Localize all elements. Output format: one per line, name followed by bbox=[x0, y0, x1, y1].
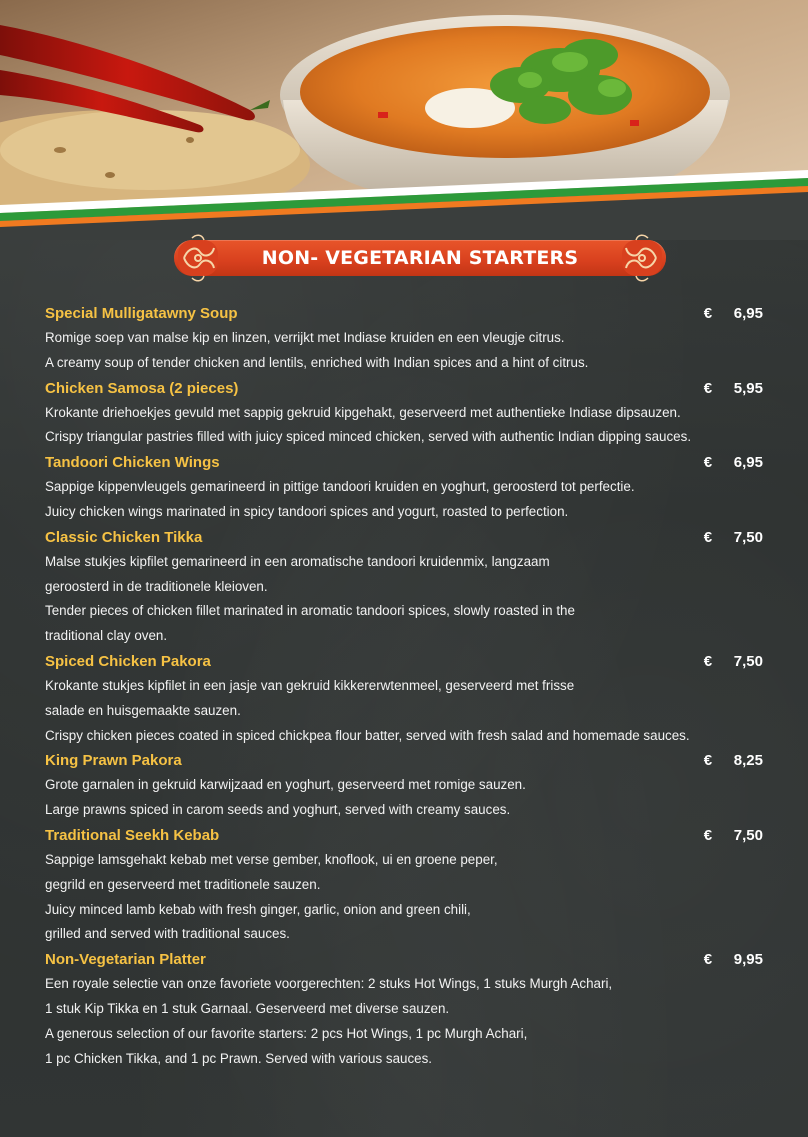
hero-photo bbox=[0, 0, 808, 240]
item-description: Een royale selectie van onze favoriete voorgerechten: 2 stuks Hot Wings, 1 stuks Murgh Achari, bbox=[45, 976, 613, 992]
item-description: geroosterd in de traditionele kleioven. bbox=[45, 578, 268, 594]
section-banner bbox=[174, 236, 666, 280]
item-description: A generous selection of our favorite starters: 2 pcs Hot Wings, 1 pc Murgh Achari, bbox=[45, 1025, 528, 1041]
item-description: Malse stukjes kipfilet gemarineerd in een aromatische tandoori kruidenmix, langzaam bbox=[45, 553, 550, 569]
section-title: NON- VEGETARIAN STARTERS bbox=[261, 247, 579, 269]
item-description: 1 pc Chicken Tikka, and 1 pc Prawn. Served with various sauces. bbox=[45, 1050, 433, 1066]
item-name: Non-Vegetarian Platter bbox=[45, 951, 206, 969]
item-description: Sappige kippenvleugels gemarineerd in pittige tandoori kruiden en yoghurt, geroosterd tot perfectie. bbox=[45, 479, 635, 495]
item-name: Chicken Samosa (2 pieces) bbox=[45, 379, 239, 397]
item-description: Krokante stukjes kipfilet in een jasje van gekruid kikkererwtenmeel, geserveerd met frisse bbox=[45, 677, 575, 693]
item-price: € 7,50 bbox=[703, 652, 763, 670]
menu-list bbox=[45, 301, 767, 1071]
item-description: grilled and served with traditional sauces. bbox=[45, 926, 290, 942]
item-price: € 6,95 bbox=[703, 305, 763, 322]
item-description: A creamy soup of tender chicken and lentils, enriched with Indian spices and a hint of citrus. bbox=[45, 354, 589, 370]
item-price: € 9,95 bbox=[703, 951, 763, 969]
menu-item bbox=[45, 301, 767, 376]
item-description: gegrild en geserveerd met traditionele sauzen. bbox=[45, 876, 321, 892]
item-description: Sappige lamsgehakt kebab met verse gember, knoflook, ui en groene peper, bbox=[45, 851, 498, 867]
item-price: € 8,25 bbox=[703, 752, 763, 770]
menu-item bbox=[45, 947, 767, 1071]
menu-item bbox=[45, 748, 767, 823]
item-description: 1 stuk Kip Tikka en 1 stuk Garnaal. Geserveerd met diverse sauzen. bbox=[45, 1000, 450, 1016]
item-description: Tender pieces of chicken fillet marinated in aromatic tandoori spices, slowly roasted in the bbox=[45, 603, 575, 619]
item-price: € 7,50 bbox=[703, 528, 763, 546]
item-price: € 5,95 bbox=[703, 379, 763, 397]
curry-soup-bowl-photo bbox=[0, 0, 808, 240]
item-name: Traditional Seekh Kebab bbox=[45, 826, 220, 844]
item-name: Tandoori Chicken Wings bbox=[45, 454, 220, 472]
item-description: Juicy minced lamb kebab with fresh ginger, garlic, onion and green chili, bbox=[45, 901, 471, 917]
item-description: traditional clay oven. bbox=[45, 628, 168, 644]
item-description: Krokante driehoekjes gevuld met sappig gekruid kipgehakt, geserveerd met authentieke Indiase dipsauzen. bbox=[45, 404, 681, 420]
menu-item bbox=[45, 376, 767, 451]
menu-item bbox=[45, 649, 767, 748]
item-description: salade en huisgemaakte sauzen. bbox=[45, 702, 241, 718]
menu-item bbox=[45, 525, 767, 649]
item-description: Large prawns spiced in carom seeds and yoghurt, served with creamy sauces. bbox=[45, 802, 511, 818]
item-description: Juicy chicken wings marinated in spicy tandoori spices and yogurt, roasted to perfection. bbox=[45, 503, 569, 519]
ornament-icon bbox=[176, 234, 220, 282]
item-name: Spiced Chicken Pakora bbox=[45, 652, 211, 670]
menu-item bbox=[45, 823, 767, 947]
item-name: Classic Chicken Tikka bbox=[45, 528, 203, 546]
item-description: Crispy chicken pieces coated in spiced chickpea flour batter, served with fresh salad and homemade sauces. bbox=[45, 727, 690, 743]
item-name: King Prawn Pakora bbox=[45, 752, 182, 770]
item-price: € 6,95 bbox=[703, 454, 763, 472]
item-price: € 7,50 bbox=[703, 826, 763, 844]
menu-item bbox=[45, 450, 767, 525]
ornament-icon bbox=[620, 234, 664, 282]
item-name: Special Mulligatawny Soup bbox=[45, 305, 238, 322]
item-description: Crispy triangular pastries filled with juicy spiced minced chicken, served with authentic Indian dipping sauces. bbox=[45, 429, 692, 445]
item-description: Grote garnalen in gekruid karwijzaad en yoghurt, geserveerd met romige sauzen. bbox=[45, 777, 526, 793]
item-description: Romige soep van malse kip en linzen, verrijkt met Indiase kruiden en een vleugje citrus. bbox=[45, 330, 565, 345]
